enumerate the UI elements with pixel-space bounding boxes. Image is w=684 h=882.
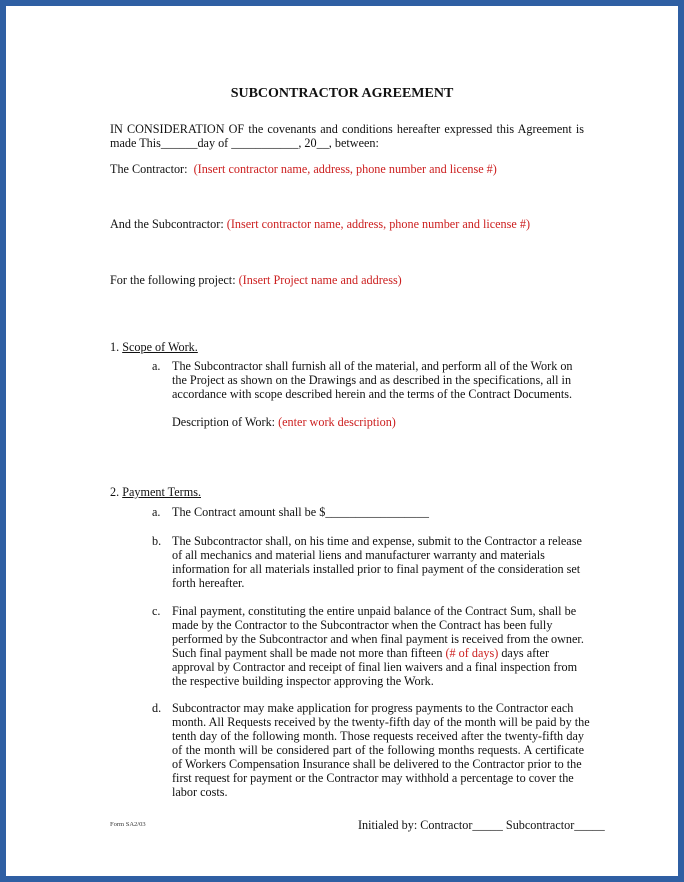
section-1-title: Scope of Work. — [122, 340, 198, 354]
document-page — [6, 6, 678, 876]
section-1-a-line: accordance with scope described herein and the terms of the Contract Documents. — [172, 387, 573, 401]
payment-d-line: first request for payment or the Contractor may withhold a percentage to cover the — [172, 771, 574, 785]
subcontractor-label: And the Subcontractor: — [110, 217, 224, 231]
section-1-number: 1. — [110, 340, 120, 354]
contract-amount-line: The Contract amount shall be $_________________ — [172, 505, 429, 519]
page-title: SUBCONTRACTOR AGREEMENT — [230, 86, 454, 101]
payment-d-line: labor costs. — [172, 785, 228, 799]
intro-line-2: made This______day of ___________, 20__, between: — [110, 136, 379, 150]
payment-b-line: The Subcontractor shall, on his time and expense, submit to the Contractor a release — [172, 534, 582, 548]
contractor-label: The Contractor: — [110, 162, 188, 176]
payment-a-marker: a. — [152, 505, 161, 519]
section-2-heading — [110, 485, 201, 499]
payment-c-days-post: days after — [501, 646, 550, 660]
payment-d-marker: d. — [152, 701, 162, 715]
subcontractor-line — [110, 217, 530, 231]
section-1-a-line: The Subcontractor shall furnish all of the material, and perform all of the Work on — [172, 359, 573, 373]
section-2-title: Payment Terms. — [122, 485, 201, 499]
work-description-line — [172, 415, 396, 429]
section-1-a-line: the Project as shown on the Drawings and as described in the specifications, all in — [172, 373, 572, 387]
payment-c-line: the respective building inspector approving the Work. — [172, 674, 434, 688]
payment-b-line: forth hereafter. — [172, 576, 245, 590]
payment-d-line: Subcontractor may make application for progress payments to the Contractor each — [172, 701, 574, 715]
contractor-placeholder: (Insert contractor name, address, phone number and license #) — [193, 162, 497, 176]
project-placeholder: (Insert Project name and address) — [238, 273, 402, 287]
contractor-line — [110, 162, 497, 176]
section-1-a-marker: a. — [152, 359, 161, 373]
payment-c-line: performed by the Subcontractor and when final payment is received from the owner. — [172, 632, 584, 646]
work-description-label: Description of Work: — [172, 415, 276, 429]
payment-d-line: tenth day of the following month. Those requests received after the twenty-fifth day — [172, 729, 584, 743]
payment-c-days-pre: Such final payment shall be made not more than fifteen — [172, 646, 443, 660]
payment-c-line: approval by Contractor and receipt of final lien waivers and a final inspection from — [172, 660, 578, 674]
payment-d-line: month. All Requests received by the twenty-fifth day of the month will be paid by the — [172, 715, 590, 729]
project-line — [110, 273, 402, 287]
payment-d-line: of Workers Compensation Insurance shall be delivered to the Contractor prior to the — [172, 757, 582, 771]
days-placeholder: (# of days) — [445, 646, 499, 660]
payment-b-line: information for all materials installed prior to final payment of the consideration set — [172, 562, 581, 576]
section-1-heading — [110, 340, 198, 354]
section-2-number: 2. — [110, 485, 120, 499]
payment-c-line-days — [172, 646, 549, 660]
project-label: For the following project: — [110, 273, 236, 287]
payment-b-marker: b. — [152, 534, 162, 548]
intro-line-1: IN CONSIDERATION OF the covenants and conditions hereafter expressed this Agreement is — [110, 122, 584, 136]
payment-c-line: Final payment, constituting the entire unpaid balance of the Contract Sum, shall be — [172, 604, 577, 618]
payment-c-line: made by the Contractor to the Subcontractor when the Contract has been fully — [172, 618, 553, 632]
payment-d-line: of the month will be considered part of the following months requests. A certificate — [172, 743, 584, 757]
payment-b-line: of all mechanics and material liens and manufacturer warranty and materials — [172, 548, 545, 562]
work-description-placeholder: (enter work description) — [278, 415, 396, 429]
agreement-document — [6, 6, 678, 876]
subcontractor-placeholder: (Insert contractor name, address, phone number and license #) — [226, 217, 530, 231]
payment-c-marker: c. — [152, 604, 161, 618]
initials-line: Initialed by: Contractor_____ Subcontractor_____ — [358, 818, 605, 832]
form-id: Form SA2/03 — [110, 821, 146, 828]
